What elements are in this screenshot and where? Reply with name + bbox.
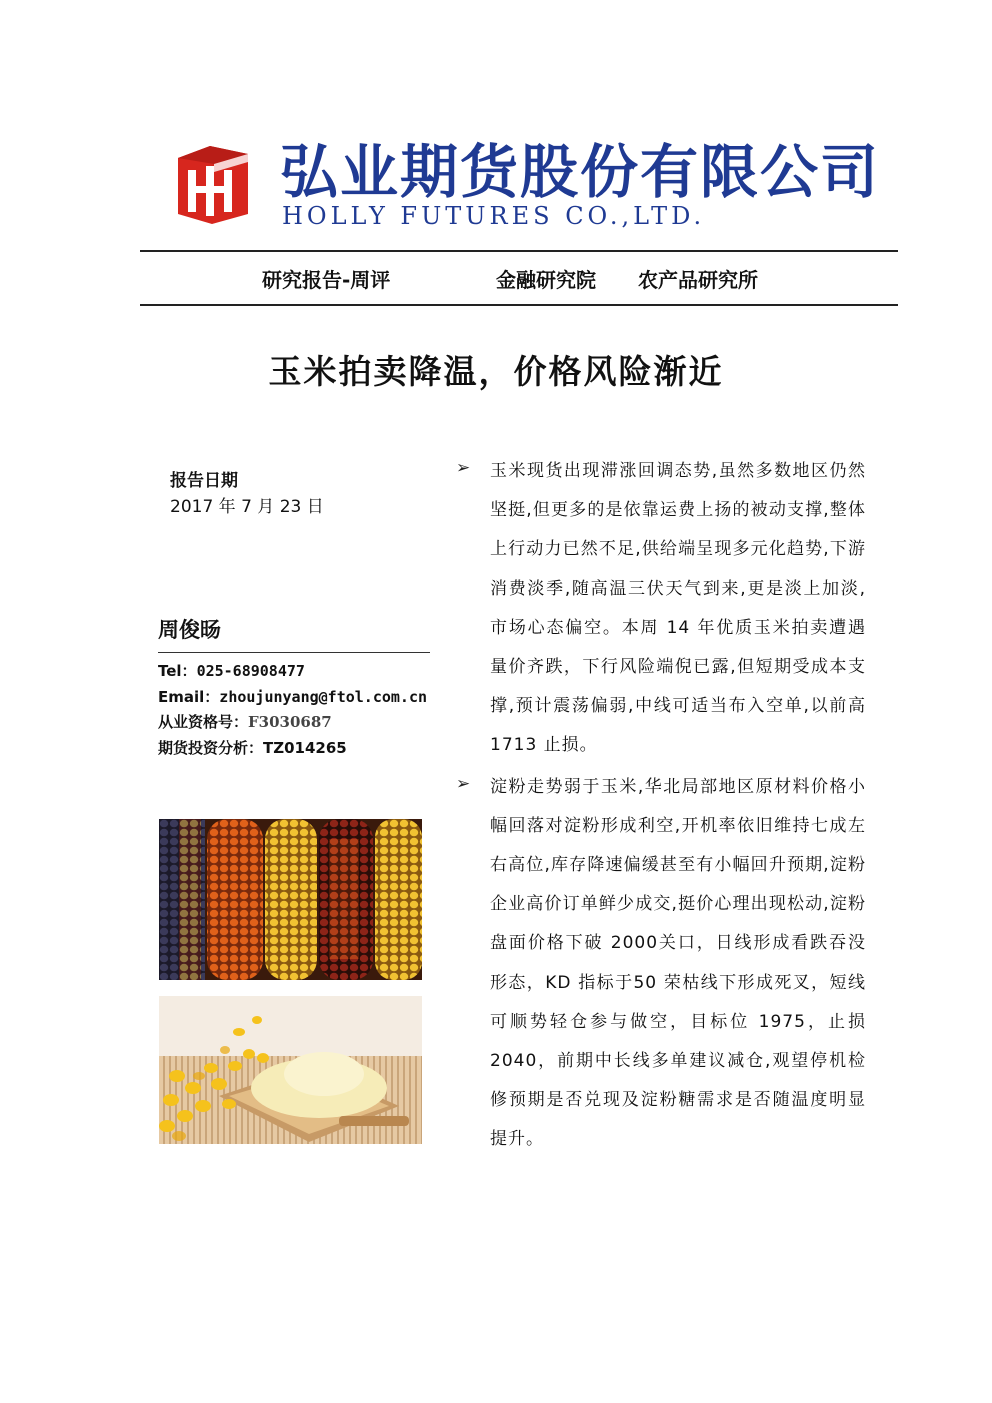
bullet-starch-text: 淀粉走势弱于玉米,华北局部地区原材料价格小幅回落对淀粉形成利空,开机率依旧维持七成左右高位,库存降速偏缓甚至有小幅回升预期,淀粉企业高价订单鲜少成交,挺价心理出现松动,淀粉盘面价格下破 2000关口，日线形成看跌吞没形态，KD 指标于50 荣枯线下形成死叉，短线可顺势轻仓参与做空，目标位 1975，止损 2040，前期中长线多单建议减仓,观望停机检修预期是否兑现及淀粉糖需求是否随温度明显提升。 — [490, 776, 866, 1150]
company-name-cn: 弘业期货股份有限公司 — [280, 138, 881, 206]
holly-logo-mark-icon — [168, 144, 252, 226]
company-logo — [168, 138, 881, 232]
email-label: Email： — [158, 688, 220, 706]
report-date-value: 2017 年 7 月 23 日 — [170, 497, 324, 517]
bullet-corn-text: 玉米现货出现滞涨回调态势,虽然多数地区仍然坚挺,但更多的是依靠运费上扬的被动支撑,整体上行动力已然不足,供给端呈现多元化趋势,下游消费淡季,随高温三伏天气到来,更是淡上加淡,市场心态偏空。本周 14 年优质玉米拍卖遭遇量价齐跌，下行风险端倪已露,但短期受成本支撑,预计震荡偏弱,中线可适当布入空单,以前高 1713 止损。 — [490, 461, 866, 756]
report-title: 玉米拍卖降温，价格风险渐近 — [268, 352, 724, 391]
corn-starch-photo — [159, 996, 422, 1144]
license-value: F3030687 — [248, 713, 332, 731]
author-name: 周俊旸 — [158, 618, 221, 642]
colorful-corn-cobs-icon — [159, 819, 422, 980]
author-analyst-id — [158, 737, 347, 758]
bullet-corn — [456, 452, 866, 766]
header-bottom-rule — [140, 304, 898, 306]
corn-kernels-and-starch-icon — [159, 996, 422, 1144]
analyst-value: TZ014265 — [263, 739, 347, 757]
arrow-right-icon: ➢ — [456, 773, 471, 794]
header-top-rule — [140, 250, 898, 252]
author-divider — [158, 652, 430, 653]
analyst-label: 期货投资分析： — [158, 739, 264, 757]
author-email — [158, 686, 427, 707]
tel-label: Tel： — [158, 662, 197, 680]
summary-bullets — [456, 452, 866, 1162]
report-date-label: 报告日期 — [170, 471, 238, 491]
tel-value: 025-68908477 — [196, 662, 305, 680]
report-header-bar — [140, 258, 898, 298]
corn-cobs-photo — [159, 819, 422, 980]
license-label: 从业资格号： — [158, 713, 249, 731]
report-type: 研究报告-周评 — [262, 268, 391, 292]
institute-name: 金融研究院 — [496, 268, 596, 292]
arrow-right-icon: ➢ — [456, 458, 471, 478]
author-tel — [158, 660, 305, 681]
company-name-en: HOLLY FUTURES CO.,LTD. — [282, 202, 706, 230]
bullet-starch — [456, 768, 866, 1160]
email-value[interactable]: zhoujunyang@ftol.com.cn — [219, 688, 428, 706]
department-name: 农产品研究所 — [638, 268, 758, 292]
author-license — [158, 711, 332, 732]
